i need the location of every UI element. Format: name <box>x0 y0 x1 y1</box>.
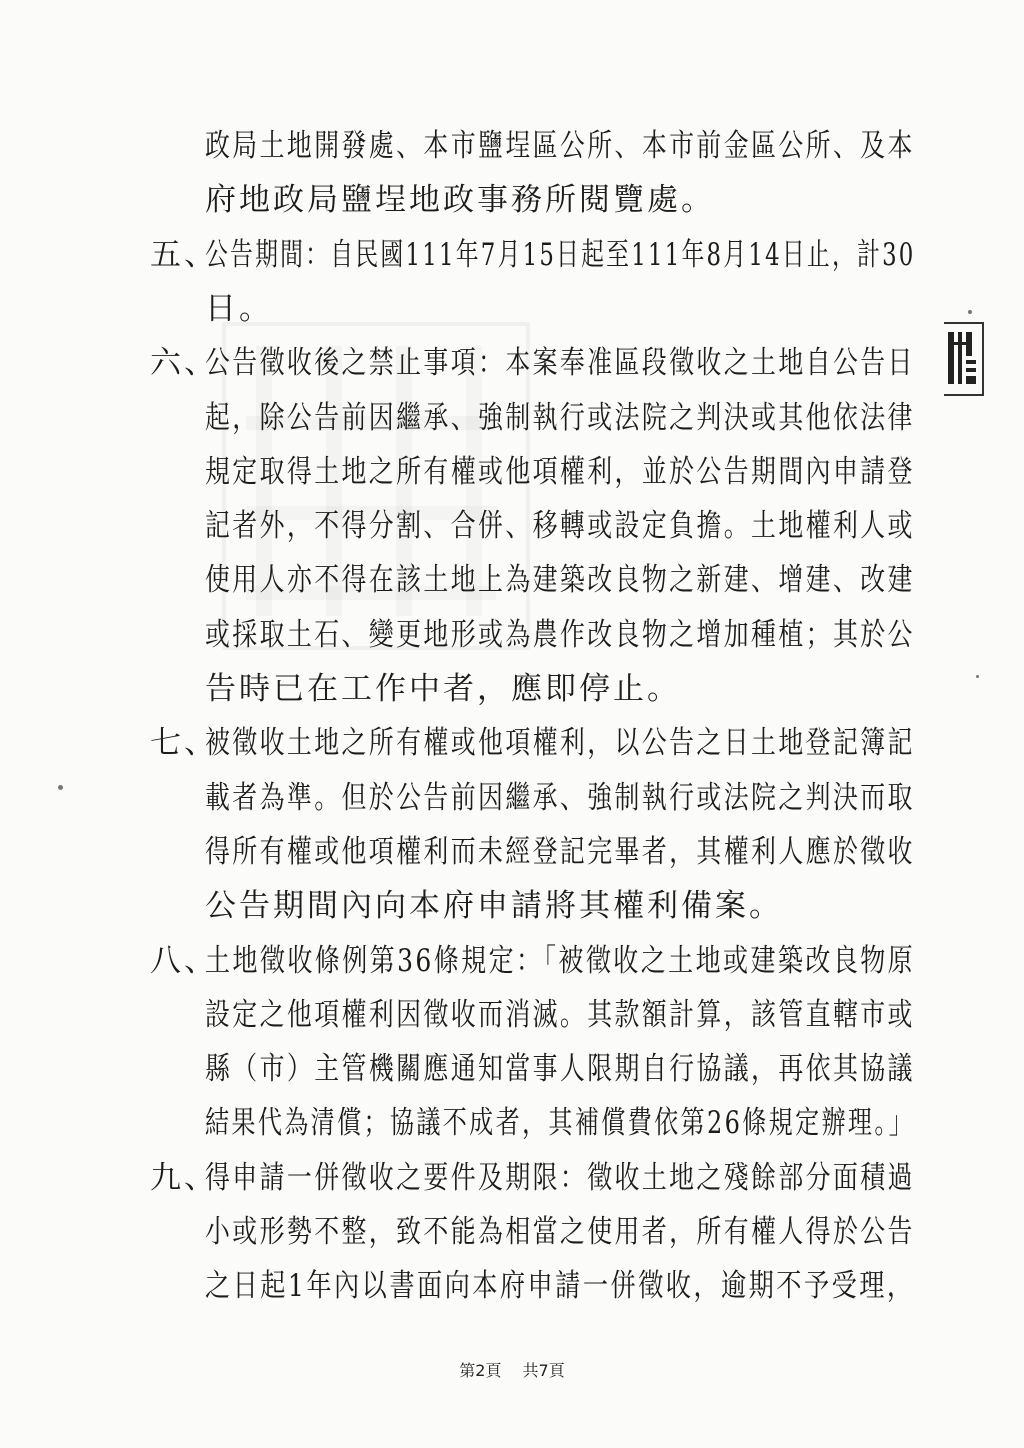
text-line: 得申請一併徵收之要件及期限：徵收土地之殘餘部分面積過 <box>205 1160 915 1196</box>
text-line: 小或形勢不整，致不能為相當之使用者，所有權人得於公告 <box>205 1214 915 1250</box>
text-line: 縣（市）主管機關應通知當事人限期自行協議，再依其協議 <box>205 1051 915 1087</box>
text-line: 結果代為清償；協議不成者，其補償費依第26條規定辦理。」 <box>205 1105 916 1141</box>
page-footer <box>0 1358 1024 1381</box>
text-line: 告時已在工作中者，應即停止。 <box>205 671 681 707</box>
section-number: 六、 <box>150 345 218 381</box>
text-line: 使用人亦不得在該土地上為建築改良物之新建、增建、改建 <box>205 562 915 598</box>
page-number: 第2頁 <box>459 1361 502 1380</box>
section-number: 七、 <box>150 725 218 761</box>
text-line: 載者為準。但於公告前因繼承、強制執行或法院之判決而取 <box>205 780 915 816</box>
text-line: 得所有權或他項權利而未經登記完畢者，其權利人應於徵收 <box>205 834 915 870</box>
text-line: 或採取土石、變更地形或為農作改良物之增加種植；其於公 <box>205 617 915 653</box>
text-line: 規定取得土地之所有權或他項權利，並於公告期間內申請登 <box>205 454 915 490</box>
text-line: 土地徵收條例第36條規定：「被徵收之土地或建築改良物原 <box>205 943 916 979</box>
text-line: 政局土地開發處、本市鹽埕區公所、本市前金區公所、及本 <box>205 128 915 164</box>
section-number: 五、 <box>150 237 218 273</box>
section-number: 八、 <box>150 943 218 979</box>
text-line: 被徵收土地之所有權或他項權利，以公告之日土地登記簿記 <box>205 725 915 761</box>
text-line: 府地政局鹽埕地政事務所閱覽處。 <box>205 182 715 218</box>
scan-speck <box>976 675 979 678</box>
section-number: 九、 <box>150 1160 218 1196</box>
text-line: 設定之他項權利因徵收而消滅。其款額計算，該管直轄市或 <box>205 997 915 1033</box>
text-line: 之日起1年內以書面向本府申請一併徵收，逾期不予受理， <box>205 1268 915 1304</box>
seal-stamp-icon <box>944 322 984 396</box>
text-line: 起，除公告前因繼承、強制執行或法院之判決或其他依法律 <box>205 400 915 436</box>
text-line: 日。 <box>205 291 273 327</box>
text-line: 公告期間內向本府申請將其權利備案。 <box>205 888 783 924</box>
text-line: 公告期間：自民國111年7月15日起至111年8月14日止，計30 <box>205 237 916 273</box>
page-total: 共7頁 <box>522 1361 565 1380</box>
text-line: 記者外，不得分割、合併、移轉或設定負擔。土地權利人或 <box>205 508 915 544</box>
text-line: 公告徵收後之禁止事項：本案奉准區段徵收之土地自公告日 <box>205 345 915 381</box>
scan-speck <box>58 785 63 790</box>
scan-speck <box>968 310 972 314</box>
